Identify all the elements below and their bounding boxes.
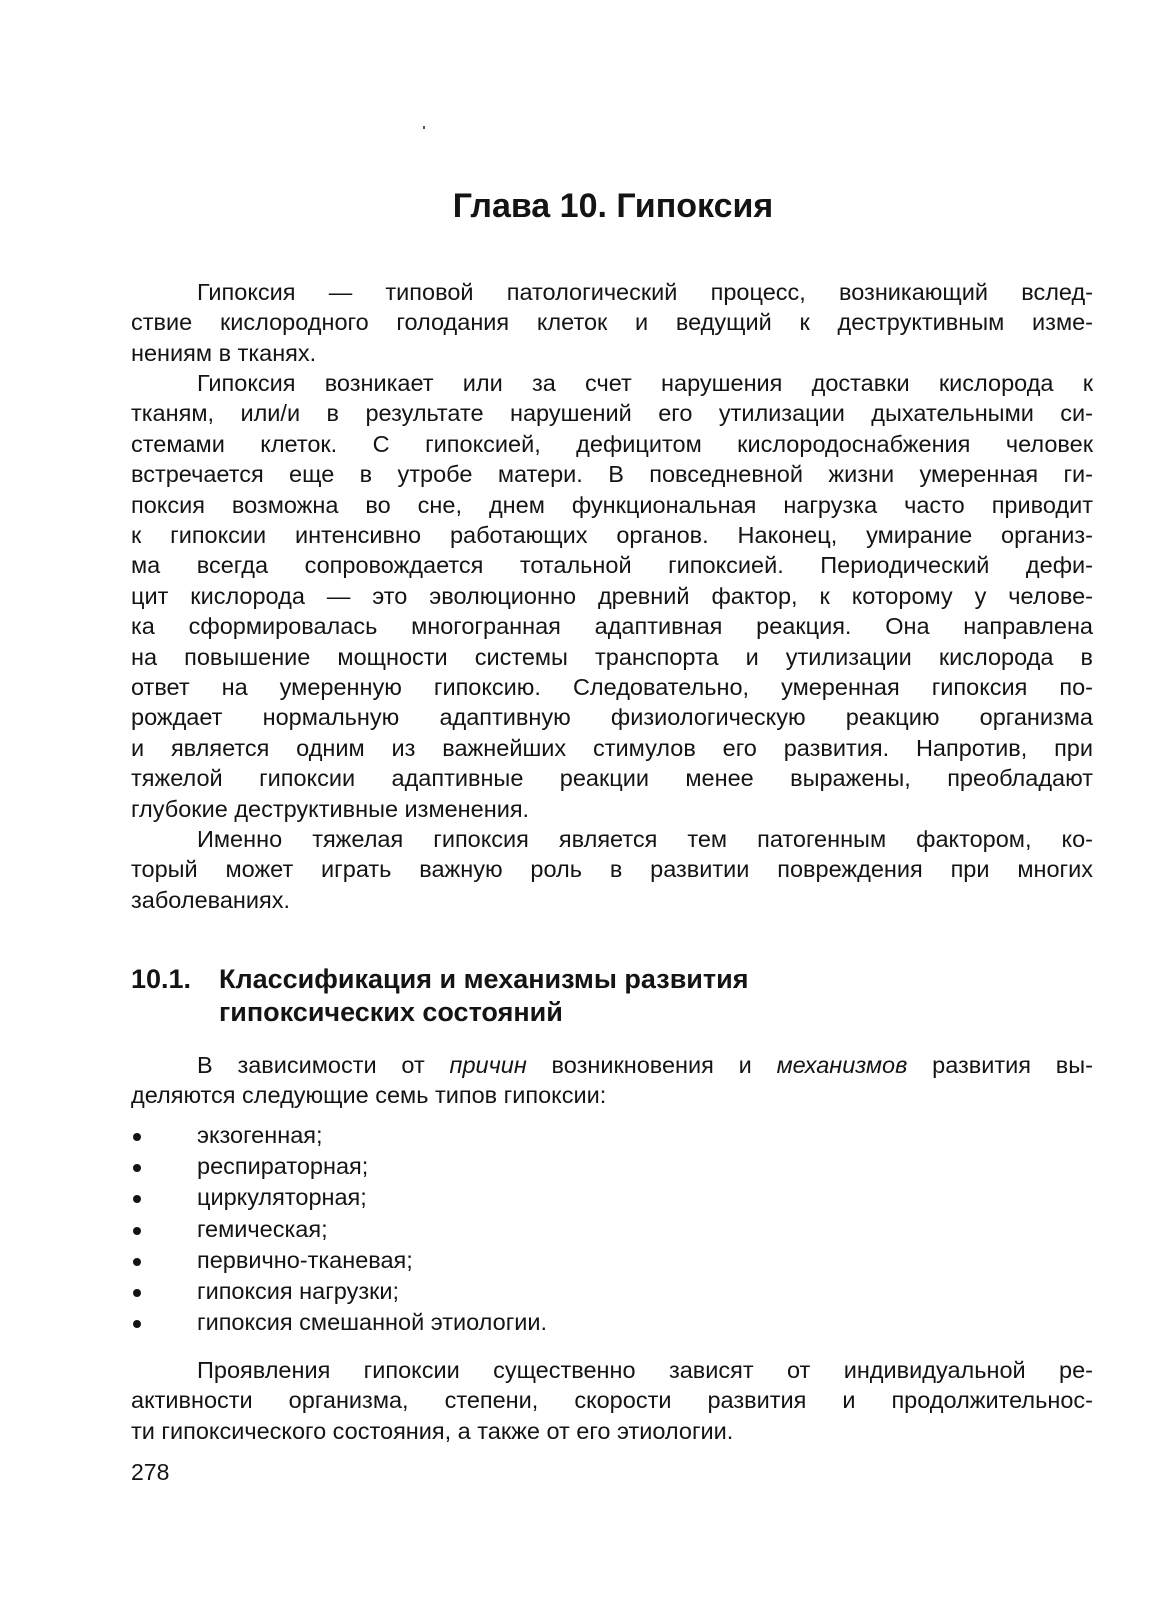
text-line: торый может играть важную роль в развитии повреждения при многих [131,856,1093,883]
text-run: возникновения и [526,1052,777,1078]
list-item-text: гипоксия смешанной этиологии. [197,1309,548,1336]
section-title-line-2: гипоксических состояний [219,997,563,1027]
list-item-text: респираторная; [197,1153,369,1180]
closing-paragraph [131,1355,1093,1446]
text-line: Именно тяжелая гипоксия является тем патогенным фактором, ко- [197,826,1093,852]
list-item [131,1307,547,1338]
text-line: поксия возможна во сне, днем функциональная нагрузка часто приводит [131,491,1093,518]
text-line: стемами клеток. С гипоксией, дефицитом кислородоснабжения человек [131,430,1093,457]
list-item-text: гемическая; [197,1215,328,1242]
text-line: ствие кислородного голодания клеток и ведущий к деструктивным изме- [131,309,1093,336]
scan-speck [423,126,425,129]
text-line: к гипоксии интенсивно работающих органов. Наконец, умирание организ- [131,522,1093,549]
text-line: ответ на умеренную гипоксию. Следовательно, умеренная гипоксия по- [131,674,1093,701]
list-item [131,1151,547,1182]
bullet-icon [133,1195,141,1203]
hypoxia-types-list [131,1120,547,1338]
bullet-icon [133,1164,141,1172]
text-line: деляются следующие семь типов гипоксии: [131,1082,607,1109]
list-item [131,1182,547,1213]
chapter-title: Глава 10. Гипоксия [452,187,774,225]
emphasis-mechanisms: механизмов [776,1052,908,1078]
text-line: рождает нормальную адаптивную физиологическую реакцию организма [131,704,1093,731]
list-item-text: первично-тканевая; [197,1246,413,1273]
bullet-icon [133,1227,141,1235]
text-line: глубокие деструктивные изменения. [131,795,530,822]
intro-paragraph-2 [131,368,1093,824]
text-line: активности организма, степени, скорости развития и продолжительнос- [131,1387,1093,1414]
bullet-icon [133,1133,141,1141]
section-title-line-1: Классификация и механизмы развития [219,964,749,994]
text-line: Гипоксия — типовой патологический процесс, возникающий вслед- [197,279,1093,305]
bullet-icon [133,1258,141,1266]
text-line: ма всегда сопровождается тотальной гипоксией. Периодический дефи- [131,552,1093,579]
text-line: тканям, или/и в результате нарушений его утилизации дыхательными си- [131,400,1093,427]
list-item-text: экзогенная; [197,1122,323,1148]
text-line: и является одним из важнейших стимулов его развития. Напротив, при [131,734,1093,761]
bullet-icon [133,1320,141,1328]
text-line: заболеваниях. [131,886,291,913]
intro-paragraph-3 [131,824,1093,915]
list-item [131,1214,547,1245]
page-number: 278 [131,1459,170,1485]
emphasis-causes: причин [449,1052,527,1078]
text-run: В зависимости от [197,1052,450,1078]
text-line: встречается еще в утробе матери. В повседневной жизни умеренная ги- [131,461,1093,488]
section-intro-paragraph [131,1050,1093,1111]
list-item-text: циркуляторная; [197,1184,367,1211]
text-line: тяжелой гипоксии адаптивные реакции менее выражены, преобладают [131,765,1093,792]
text-run: развития вы- [907,1052,1093,1078]
list-item-text: гипоксия нагрузки; [197,1278,400,1305]
text-line: Проявления гипоксии существенно зависят от индивидуальной ре- [197,1357,1093,1383]
list-item [131,1276,547,1307]
bullet-icon [133,1289,141,1297]
text-line: ти гипоксического состояния, а также от его этиологии. [131,1417,734,1444]
intro-paragraph-1 [131,277,1093,368]
text-line [131,1050,1093,1080]
list-item [131,1120,547,1151]
section-number: 10.1. [131,964,192,994]
text-line: ка сформировалась многогранная адаптивная реакция. Она направлена [131,613,1093,640]
text-line: на повышение мощности системы транспорта и утилизации кислорода в [131,643,1093,670]
list-item [131,1245,547,1276]
text-line: цит кислорода — это эволюционно древний фактор, к которому у челове- [131,582,1093,609]
text-line: нениям в тканях. [131,339,317,366]
section-heading [131,963,748,1029]
text-line: Гипоксия возникает или за счет нарушения доставки кислорода к [197,370,1093,396]
